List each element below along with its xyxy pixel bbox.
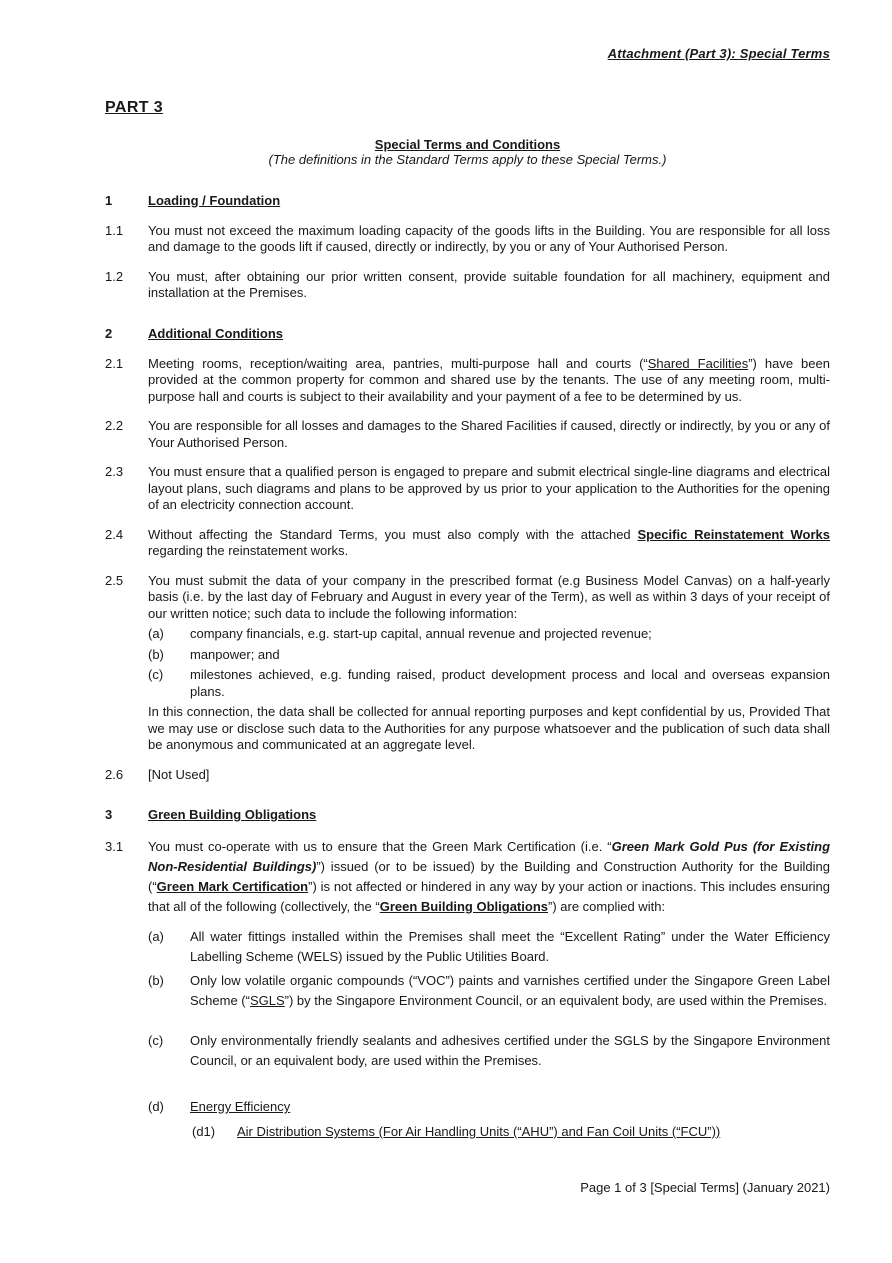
- emphasis-text: Green Mark Certification: [156, 879, 309, 894]
- clause-body: [148, 269, 830, 302]
- section-heading: Additional Conditions: [148, 325, 284, 341]
- clause-body: [148, 464, 830, 514]
- clause-paragraph: You are responsible for all losses and damages to the Shared Facilities if caused, directly or indirectly, by you or any of Your Authorised Person.: [148, 418, 830, 450]
- sections: [105, 193, 830, 1147]
- clause-paragraph: You must not exceed the maximum loading capacity of the goods lifts in the Building. You are responsible for all loss and damage to the goods lift if caused, directly or indirectly, by you or any of Your Authorised Person.: [148, 222, 830, 254]
- item-label: (a): [148, 626, 164, 641]
- list-item: [148, 1031, 830, 1071]
- list-item: [148, 927, 830, 967]
- page-footer: Page 1 of 3 [Special Terms] (January 2021): [580, 1180, 830, 1195]
- item-label: (a): [148, 929, 164, 944]
- section-number: 1: [105, 192, 113, 208]
- list-item: [148, 971, 830, 1011]
- section-number: 2: [105, 325, 113, 341]
- clause-paragraph: You must ensure that a qualified person is engaged to prepare and submit electrical single-line diagrams and electrical layout plans, such diagrams and plans to be approved by us prior to your application to the Authorities for the opening of an electricity connection account.: [148, 464, 830, 512]
- emphasis-text: SGLS: [249, 993, 285, 1008]
- list-item: [148, 1097, 830, 1117]
- item-text: All water fittings installed within the Premises shall meet the “Excellent Rating” under the Water Efficiency Labelling Scheme (WELS) issued by the Public Utilities Board.: [190, 929, 830, 964]
- item-label: (c): [148, 1033, 164, 1048]
- clause-number: 2.5: [105, 572, 124, 588]
- clause-2.3: [105, 464, 830, 514]
- list-item: [148, 667, 830, 700]
- document-subtitle: (The definitions in the Standard Terms apply to these Special Terms.): [268, 152, 667, 167]
- clause-paragraph: Without affecting the Standard Terms, you must also comply with the attached Specific Reinstatement Works regarding the reinstatement works.: [148, 526, 831, 558]
- section-heading-row: [105, 193, 830, 208]
- clause-items: [148, 927, 830, 1142]
- clause-number: 1.2: [105, 268, 124, 284]
- clause-1.2: [105, 269, 830, 302]
- clause-number: 2.1: [105, 355, 124, 371]
- item-text: Only environmentally friendly sealants and adhesives certified under the SGLS by the Singapore Environment Council, or an equivalent body, are used within the Premises.: [190, 1033, 830, 1068]
- list-item: [148, 647, 830, 664]
- clause-2.5: [105, 573, 830, 754]
- list-item: [192, 1122, 830, 1142]
- clause-2.4: [105, 527, 830, 560]
- item-text: manpower; and: [190, 646, 280, 662]
- item-label: (d1): [192, 1124, 216, 1139]
- emphasis-text: Green Building Obligations: [379, 899, 548, 914]
- clause-number: 2.6: [105, 766, 124, 782]
- section-heading: Loading / Foundation: [148, 192, 281, 208]
- item-text: Only low volatile organic compounds (“VOC”) paints and varnishes certified under the Singapore Green Label Scheme (“SGLS”) by the Singapore Environment Council, or an equivalent body, are used within the Premises.: [190, 973, 830, 1008]
- section-2: [105, 326, 830, 784]
- clause-number: 2.2: [105, 418, 124, 433]
- clause-body: [148, 767, 830, 784]
- clause-2.1: [105, 356, 830, 406]
- section-number: 3: [105, 807, 113, 822]
- emphasis-text: Air Distribution Systems (For Air Handling Units (“AHU”) and Fan Coil Units (“FCU”)): [237, 1124, 721, 1139]
- clause-paragraph: You must, after obtaining our prior written consent, provide suitable foundation for all machinery, equipment and installation at the Premises.: [148, 268, 830, 300]
- item-label: (b): [148, 973, 164, 988]
- clause-number: 3.1: [105, 839, 124, 854]
- section-3: [105, 807, 830, 1146]
- clause-number: 2.4: [105, 526, 124, 542]
- clause-2.6: [105, 767, 830, 784]
- clause-1.1: [105, 223, 830, 256]
- item-text: [237, 1122, 830, 1142]
- section-heading: Green Building Obligations: [148, 807, 317, 822]
- title-block: [105, 137, 830, 169]
- document-title: Special Terms and Conditions: [374, 137, 561, 152]
- attachment-header: Attachment (Part 3): Special Terms: [607, 46, 830, 61]
- item-label: (c): [148, 667, 164, 682]
- clause-number: 1.1: [105, 222, 124, 238]
- emphasis-text: Shared Facilities: [647, 355, 749, 371]
- clause-closing-paragraph: In this connection, the data shall be collected for annual reporting purposes and kept confidential by us, Provided That we may use or disclose such data to the Authorities for any purpose whatsoever and the publication of such data shall be anonymous and communicated at an aggregate level.: [148, 704, 830, 752]
- clause-paragraph: Meeting rooms, reception/waiting area, pantries, multi-purpose hall and courts (“Shared Facilities”) have been provided at the common property for common and shared use by the tenants. The use of any meeting room, multi-purpose hall and courts is subject to their availability and your payment of a fee to be determined by us.: [148, 355, 830, 404]
- clause-items: [148, 626, 830, 700]
- section-heading-row: [105, 326, 830, 341]
- item-label: (b): [148, 646, 164, 662]
- emphasis-text: Specific Reinstatement Works: [637, 526, 831, 542]
- clause-body: [148, 223, 830, 256]
- clause-body: [148, 837, 830, 1146]
- clause-body: [148, 418, 830, 451]
- clause-body: [148, 573, 830, 754]
- clause-body: [148, 527, 830, 560]
- list-item: [148, 626, 830, 643]
- emphasis-text: Energy Efficiency: [190, 1099, 291, 1114]
- item-text: company financials, e.g. start-up capital, annual revenue and projected revenue;: [190, 626, 652, 641]
- item-text: milestones achieved, e.g. funding raised, product development process and local and overseas expansion plans.: [190, 667, 830, 699]
- emphasis-text: Green Mark Gold Pus (for Existing Non-Residential Buildings): [148, 839, 831, 874]
- item-label: (d): [148, 1099, 164, 1114]
- item-text: [190, 1097, 830, 1117]
- section-heading-row: [105, 807, 830, 822]
- clause-2.2: [105, 418, 830, 451]
- clause-number: 2.3: [105, 464, 124, 479]
- clause-3.1: [105, 837, 830, 1146]
- clause-paragraph: [Not Used]: [148, 766, 210, 782]
- clause-paragraph: You must co-operate with us to ensure that the Green Mark Certification (i.e. “Green Mark Gold Pus (for Existing Non-Residential Buildings)”) issued (or to be issued) by the Building and Construction Authority for the Building (“Green Mark Certification”) is not affected or hindered in any way by your action or inactions. This includes ensuring that all of the following (collectively, the “Green Building Obligations”) are complied with:: [148, 839, 831, 914]
- part-label: PART 3: [105, 99, 164, 116]
- clause-body: [148, 356, 830, 406]
- section-1: [105, 193, 830, 302]
- clause-paragraph: You must submit the data of your company in the prescribed format (e.g Business Model Canvas) on a half-yearly basis (i.e. by the last day of February and August in every year of the Term), as well as within 3 days of your receipt of our written notice; such data to include the following information:: [148, 572, 830, 621]
